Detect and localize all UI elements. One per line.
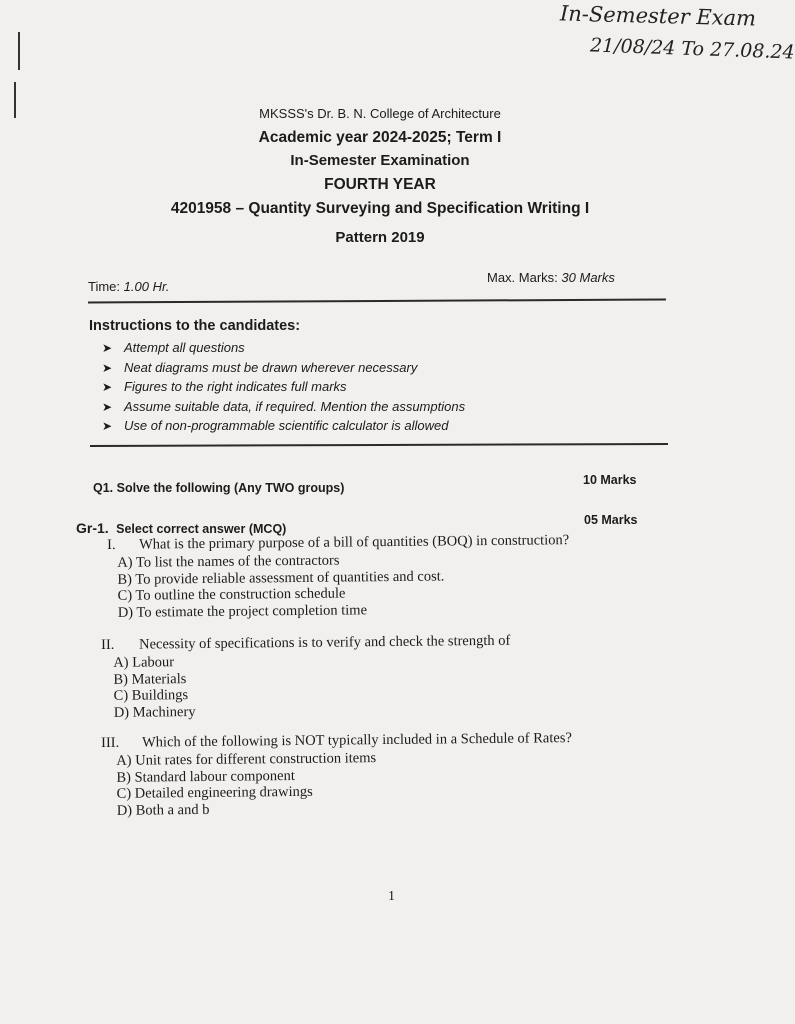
options-list [101,651,511,721]
instruction-item: ➤ Figures to the right indicates full marks [102,379,347,394]
subject-title: 4201958 – Quantity Surveying and Specification Writing I [170,200,590,217]
instruction-item: ➤ Neat diagrams must be drawn wherever necessary [102,359,418,375]
max-marks-label: Max. Marks: [487,270,558,285]
option: D) To estimate the project completion time [117,601,368,621]
option: A) To list the names of the contractors [117,552,340,571]
group-label: Gr-1. [76,520,109,536]
max-marks-value: 30 Marks [561,270,615,285]
option: C) Detailed engineering drawings [116,783,313,802]
option: A) Labour [113,654,175,671]
max-marks-row [487,270,615,285]
time-row [88,279,169,294]
arrow-bullet-icon: ➤ [102,399,113,414]
academic-year: Academic year 2024-2025; Term I [258,129,502,146]
instruction-item: ➤ Assume suitable data, if required. Mention the assumptions [102,398,466,414]
question-1 [107,532,570,621]
instruction-item: ➤ Attempt all questions [102,340,245,355]
arrow-bullet-icon: ➤ [102,341,113,355]
instructions-title: Instructions to the candidates: [89,318,301,334]
option: D) Machinery [113,703,196,721]
question-2 [101,633,511,721]
handwritten-note-dates: 21/08/24 To 27.08.24 [589,34,795,64]
option: D) Both a and b [116,801,210,819]
group-marks: 05 Marks [584,513,638,527]
option: B) Standard labour component [116,767,295,786]
pattern: Pattern 2019 [335,229,425,246]
divider-bottom [90,443,668,447]
question-number: II. [101,636,115,653]
question-number: III. [101,734,120,751]
question-text: What is the primary purpose of a bill of quantities (BOQ) in construction? [138,532,570,553]
year-title: FOURTH YEAR [324,176,436,193]
arrow-bullet-icon: ➤ [102,419,113,433]
question-3 [101,730,573,819]
margin-mark [14,82,16,118]
instructions-list [102,340,465,438]
arrow-bullet-icon: ➤ [102,360,113,375]
option: C) Buildings [113,687,189,704]
option: B) Materials [113,670,187,688]
q1-title: Q1. Solve the following (Any TWO groups) [93,481,345,495]
page-number: 1 [388,889,395,904]
option: C) To outline the construction schedule [117,585,346,604]
option: B) To provide reliable assessment of quantities and cost. [117,567,445,588]
group-title: Select correct answer (MCQ) [116,522,287,536]
question-text: Necessity of specifications is to verify and check the strength of [138,632,511,653]
question-number: I. [107,536,116,553]
instruction-item: ➤ Use of non-programmable scientific calculator is allowed [102,418,449,433]
question-text: Which of the following is NOT typically included in a Schedule of Rates? [141,730,572,751]
college-name: MKSSS's Dr. B. N. College of Architecture [259,106,501,121]
option: A) Unit rates for different construction items [116,750,377,769]
exam-name: In-Semester Examination [290,152,470,169]
margin-mark [18,32,20,70]
q1-marks: 10 Marks [583,473,637,487]
time-label: Time: [88,279,121,294]
handwritten-note-title: In-Semester Exam [559,1,757,31]
arrow-bullet-icon: ➤ [102,380,113,394]
options-list [107,550,570,621]
time-value: 1.00 Hr. [123,279,170,294]
options-list [101,748,572,819]
divider-top [88,298,666,303]
